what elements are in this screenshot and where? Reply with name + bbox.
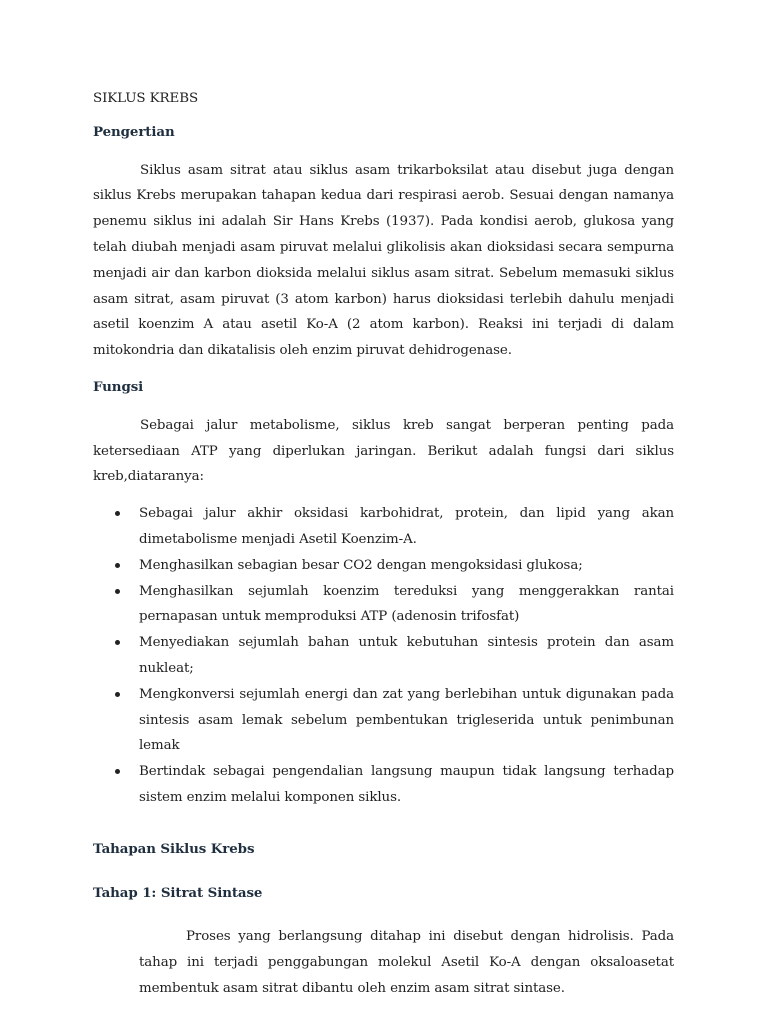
bullet-icon	[115, 640, 120, 645]
fungsi-bullet-list	[93, 501, 674, 811]
bullet-icon	[115, 769, 120, 774]
heading-fungsi: Fungsi	[93, 378, 144, 395]
list-item	[93, 579, 674, 631]
spacer	[93, 823, 674, 837]
bullet-icon	[115, 511, 120, 516]
list-item-text: Menyediakan sejumlah bahan untuk kebutuhan sintesis protein dan asam nukleat;	[139, 635, 674, 676]
bullet-icon	[115, 589, 120, 594]
list-item-text: Bertindak sebagai pengendalian langsung maupun tidak langsung terhadap sistem enzim melalui komponen siklus.	[139, 764, 674, 805]
list-item-text: Mengkonversi sejumlah energi dan zat yang berlebihan untuk digunakan pada sintesis asam lemak sebelum pembentukan trigleserida untuk penimbunan lemak	[139, 686, 674, 754]
heading-pengertian: Pengertian	[93, 123, 175, 140]
list-item	[93, 630, 674, 682]
heading-tahapan: Tahapan Siklus Krebs	[93, 840, 255, 857]
document-body	[93, 86, 674, 1002]
document-title: SIKLUS KREBS	[93, 91, 199, 106]
list-item	[93, 501, 674, 553]
paragraph-fungsi: Sebagai jalur metabolisme, siklus kreb sangat berperan penting pada ketersediaan ATP yang diperlukan jaringan. Berikut adalah fungsi dari siklus kreb,diataranya:	[93, 417, 674, 485]
paragraph-tahap-1: Proses yang berlangsung ditahap ini disebut dengan hidrolisis. Pada tahap ini terjadi penggabungan molekul Asetil Ko-A dengan oksaloasetat membentuk asam sitrat dibantu oleh enzim asam sitrat sintase.	[139, 929, 674, 996]
list-item-text: Menghasilkan sebagian besar CO2 dengan mengoksidasi glukosa;	[139, 557, 583, 573]
list-item	[93, 682, 674, 759]
bullet-icon	[115, 563, 120, 568]
bullet-icon	[115, 692, 120, 697]
heading-tahap-1: Tahap 1: Sitrat Sintase	[93, 884, 263, 901]
list-item-text: Sebagai jalur akhir oksidasi karbohidrat, protein, dan lipid yang akan dimetabolisme menjadi Asetil Koenzim-A.	[139, 506, 674, 547]
list-item	[93, 759, 674, 811]
list-item-text: Menghasilkan sejumlah koenzim tereduksi yang menggerakkan rantai pernapasan untuk memproduksi ATP (adenosin trifosfat)	[139, 583, 674, 625]
paragraph-pengertian: Siklus asam sitrat atau siklus asam trikarboksilat atau disebut juga dengan siklus Krebs merupakan tahapan kedua dari respirasi aerob. Sesuai dengan namanya penemu siklus ini adalah Sir Hans Krebs (1937). Pada kondisi aerob, glukosa yang telah diubah menjadi asam piruvat melalui glikolisis akan dioksidasi secara sempurna menjadi air dan karbon dioksida melalui siklus asam sitrat. Sebelum memasuki siklus asam sitrat, asam piruvat (3 atom karbon) harus dioksidasi terlebih dahulu menjadi asetil koenzim A atau asetil Ko-A (2 atom karbon). Reaksi ini terjadi di dalam mitokondria dan dikatalisis oleh enzim piruvat dehidrogenase.	[93, 162, 674, 359]
list-item	[93, 553, 674, 579]
